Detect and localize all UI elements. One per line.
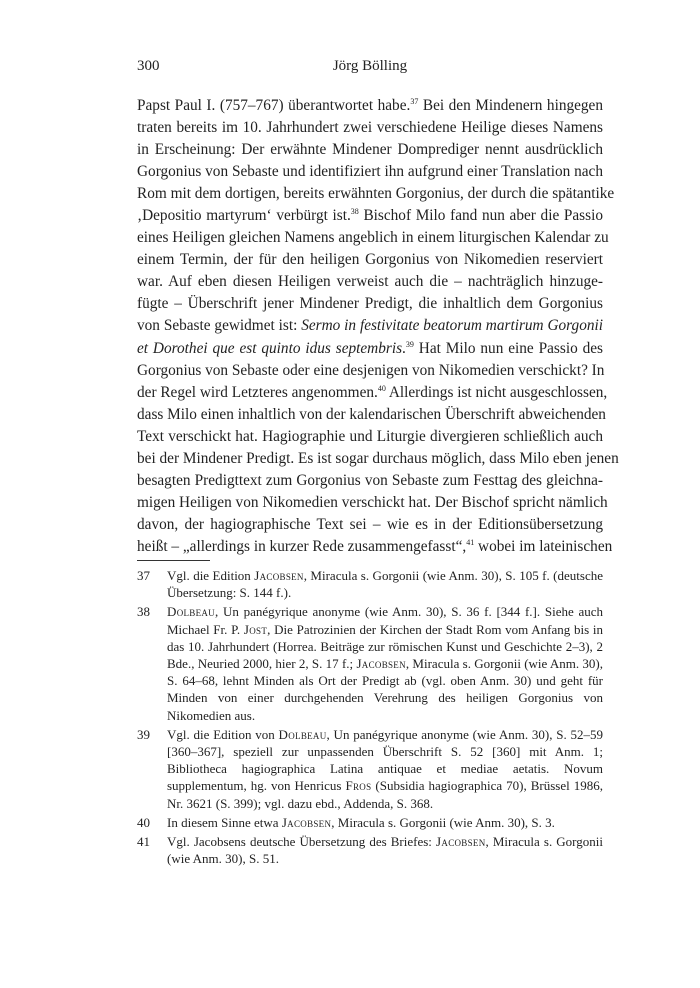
text-line bbox=[137, 117, 603, 139]
text-line bbox=[137, 360, 603, 382]
text-run: Vgl. die Edition von bbox=[167, 726, 279, 742]
text-line bbox=[137, 470, 603, 492]
text-run: Rom mit dem dortigen, bereits erwähnten Gorgonius, der durch die spätantike bbox=[137, 185, 615, 203]
text-line bbox=[137, 448, 619, 470]
footnote-reference: 40 bbox=[377, 383, 386, 393]
footnotes bbox=[137, 567, 603, 869]
footnote-38 bbox=[137, 603, 603, 723]
text-line bbox=[137, 139, 603, 161]
italic-text: et Dorothei que est quinto idus septembris bbox=[137, 339, 403, 357]
text-line bbox=[137, 271, 603, 293]
page-header bbox=[137, 58, 603, 80]
text-run: ‚Depositio martyrum‘ verbürgt ist. bbox=[137, 207, 351, 225]
text-run: eines Heiligen gleichen Namens angeblich in einem liturgischen Kalendar zu bbox=[137, 229, 609, 247]
text-run: traten bereits im 10. Jahrhundert zwei verschiedene Heilige dieses Namens bbox=[137, 119, 603, 137]
text-line bbox=[137, 249, 603, 271]
text-line bbox=[137, 95, 603, 117]
text-run: . bbox=[402, 339, 406, 357]
text-run: Vgl. Jacobsens deutsche Übersetzung des Briefes: bbox=[167, 834, 437, 850]
text-run: Papst Paul I. (757–767) überantwortet habe. bbox=[137, 97, 411, 114]
text-run: wobei im lateinischen bbox=[474, 537, 613, 555]
text-run: von Sebaste gewidmet ist: bbox=[137, 317, 302, 335]
text-run: Hat Milo nun eine Passio des bbox=[413, 339, 604, 357]
author-name: Jost bbox=[243, 621, 268, 637]
text-run: Gorgonius von Sebaste oder eine desjenigen von Nikomedien verschickt? In bbox=[137, 361, 605, 379]
author-name: Jacobsen bbox=[356, 656, 406, 672]
text-line bbox=[137, 161, 603, 183]
text-run: bei der Mindener Predigt. Es ist sogar durchaus möglich, dass Milo eben jenen bbox=[137, 449, 619, 467]
footnote-number: 38 bbox=[137, 604, 150, 620]
author-name: Fros bbox=[345, 778, 372, 794]
footnote-number: 41 bbox=[137, 834, 150, 850]
text-run: , Un panégyrique anonyme (wie Anm. 30), S. 36 f. [344 f.]. Siehe auch Michael Fr. P. bbox=[167, 604, 603, 637]
text-run: besagten Predigttext zum Gorgonius von Sebaste zum Festtag des gleichna- bbox=[137, 471, 603, 489]
text-run: heißt – „allerdings in kurzer Rede zusammengefasst“, bbox=[137, 537, 467, 555]
text-run: Bei den Mindenern hingegen bbox=[418, 97, 603, 114]
footnote-text bbox=[167, 604, 603, 722]
footnote-41 bbox=[137, 833, 603, 867]
footnote-number: 39 bbox=[137, 726, 150, 742]
text-line bbox=[137, 293, 603, 315]
text-run: Text verschickt hat. Hagiographie und Liturgie divergieren schließlich auch bbox=[137, 427, 603, 445]
text-run: (Subsidia hagiographica 70), Brüssel 1986, Nr. 3621 (S. 399); vgl. dazu ebd., Addenda, S. 368. bbox=[167, 778, 603, 811]
footnote-reference: 38 bbox=[350, 207, 359, 217]
page-number: 300 bbox=[137, 58, 160, 74]
text-line bbox=[137, 227, 609, 249]
text-run: davon, der hagiographische Text sei – wie es in der Editionsübersetzung bbox=[137, 515, 603, 533]
text-run: Vgl. die Edition bbox=[167, 568, 255, 583]
text-run: , Miracula s. Gorgonii (wie Anm. 30), S. 3. bbox=[331, 814, 555, 830]
text-run: in Erscheinung: Der erwähnte Mindener Domprediger nennt ausdrücklich bbox=[137, 141, 603, 159]
text-run: In diesem Sinne etwa bbox=[167, 814, 282, 830]
author-name: Jacobsen bbox=[254, 568, 304, 583]
text-line bbox=[137, 205, 603, 227]
text-line bbox=[137, 492, 608, 514]
author-name: Jacobsen bbox=[281, 814, 332, 830]
footnote-39 bbox=[137, 726, 603, 812]
footnote-reference: 39 bbox=[405, 339, 414, 349]
text-run: der Regel wird Letzteres angenommen. bbox=[137, 383, 378, 401]
text-run: Gorgonius von Sebaste und identifiziert ihn aufgrund einer Translation nach bbox=[137, 163, 603, 181]
text-run: dass Milo einen inhaltlich von der kalendarischen Überschrift abweichenden bbox=[137, 405, 606, 423]
text-line bbox=[137, 382, 608, 404]
text-run: , Miracula s. Gorgonii (wie Anm. 30), S. 105 f. (deutsche Übersetzung: S. 144 f.). bbox=[167, 568, 603, 601]
text-line bbox=[137, 315, 603, 337]
text-run: Bischof Milo fand nun aber die Passio bbox=[358, 207, 603, 225]
text-run: einem Termin, der für den heiligen Gorgonius von Nikomedien reserviert bbox=[137, 251, 603, 269]
text-run: , Miracula s. Gorgonii (wie Anm. 30), S. 51. bbox=[167, 834, 603, 867]
main-text bbox=[137, 95, 619, 558]
text-line bbox=[137, 338, 603, 360]
footnote-number: 37 bbox=[137, 568, 150, 583]
author-name: Dolbeau bbox=[278, 726, 327, 742]
author-name: Jacobsen bbox=[436, 834, 486, 850]
footnote-text bbox=[167, 568, 603, 600]
footnote-37 bbox=[137, 567, 603, 601]
footnote-separator bbox=[137, 560, 210, 561]
text-run: , Un panégyrique anonyme (wie Anm. 30), S. 52–59 [360–367], speziell zur unpassenden Überschrift S. 52 [360] mit Anm. 1; Bibliotheca hagiographica Latina antiquae et mediae aetatis. Novum supplementum, hg. von Henricus bbox=[167, 726, 603, 794]
footnote-40 bbox=[137, 814, 603, 831]
text-run: war. Auf eben diesen Heiligen verweist auch die – nachträglich hinzuge- bbox=[137, 273, 603, 291]
footnote-number: 40 bbox=[137, 814, 150, 830]
text-line bbox=[137, 514, 603, 536]
text-run: , Miracula s. Gorgonii (wie Anm. 30), S. 64–68, lehnt Minden als Ort der Predigt ab (vgl. oben Anm. 30) und geht für Minden von einer durchgehenden Verehrung des heiligen Gorgonius von Nikomedien aus. bbox=[167, 656, 603, 723]
author-name: Dolbeau bbox=[167, 604, 215, 620]
text-line bbox=[137, 404, 606, 426]
text-run: migen Heiligen von Nikomedien verschickt hat. Der Bischof spricht nämlich bbox=[137, 493, 608, 511]
footnote-text bbox=[167, 815, 555, 830]
footnote-text bbox=[167, 834, 603, 866]
text-line bbox=[137, 183, 615, 205]
text-run: , Die Patrozinien der Kirchen der Stadt Rom vom Anfang bis in das 10. Jahrhundert (Horrea. Beiträge zur römischen Kunst und Geschichte 2–3), 2 Bde., Neuried 2000, hier 2, S. 17 f.; bbox=[167, 621, 603, 672]
text-run: Allerdings ist nicht ausgeschlossen, bbox=[385, 383, 608, 401]
footnote-reference: 37 bbox=[410, 97, 419, 106]
footnote-text bbox=[167, 727, 603, 811]
text-line bbox=[137, 426, 603, 448]
running-head-author: Jörg Bölling bbox=[332, 58, 408, 74]
text-line bbox=[137, 536, 613, 558]
footnote-reference: 41 bbox=[466, 537, 475, 547]
italic-text: Sermo in festivitate beatorum martirum Gorgonii bbox=[301, 317, 603, 335]
text-run: fügte – Überschrift jener Mindener Predigt, die inhaltlich dem Gorgonius bbox=[137, 295, 603, 313]
